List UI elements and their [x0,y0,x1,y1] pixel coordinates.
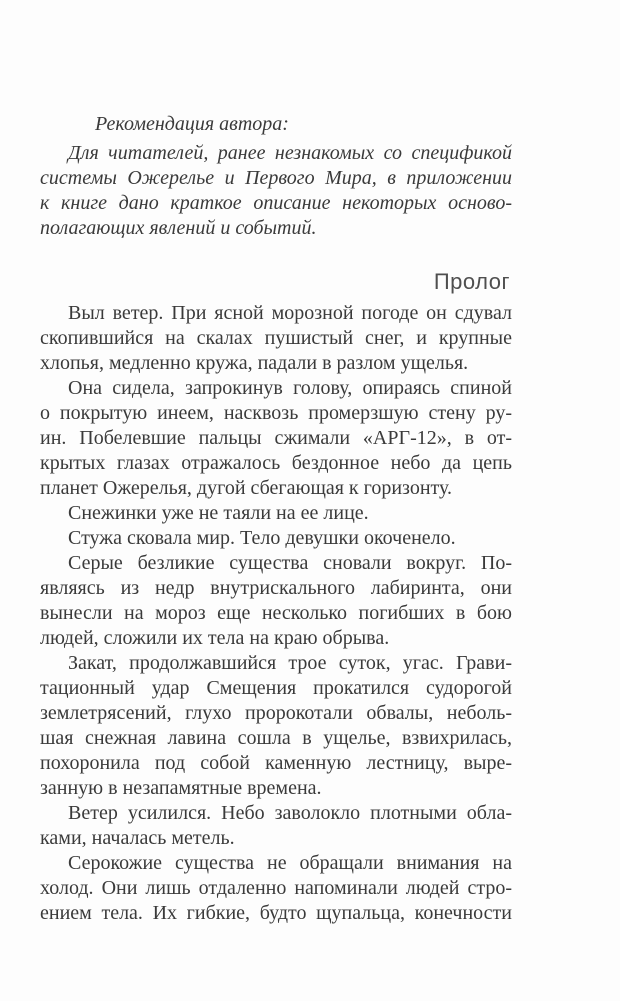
paragraph [40,526,512,551]
author-note-paragraph [40,141,512,241]
text-line: Она сидела, запрокинув голову, опираясь спиной [68,377,512,399]
paragraph [40,301,512,376]
text-line: крытых глазах отражалось бездонное небо да цепь [40,452,512,474]
text-line: людей, сложили их тела на краю обрыва. [40,627,390,649]
text-line: Для читателей, ранее незнакомых со спецификой [68,142,512,164]
text-line: являясь из недр внутрискального лабиринта, они [40,577,512,599]
text-line: Выл ветер. При ясной морозной погоде он сдувал [68,302,512,324]
paragraph [40,551,512,651]
text-line: ением тела. Их гибкие, будто щупальца, конечности [40,902,512,924]
chapter-heading: Пролог [433,269,510,294]
text-line: шая снежная лавина сошла в ущелье, взвихрилась, [40,727,512,749]
text-line: скопившийся на скалах пушистый снег, и крупные [40,327,512,349]
text-line: полагающих явлений и событий. [40,217,317,239]
text-line: холод. Они лишь отдаленно напоминали людей стро- [40,877,512,899]
paragraph [40,801,512,851]
text-line: Серокожие существа не обращали внимания на [68,852,512,874]
text-line: ин. Побелевшие пальцы сжимали «АРГ-12», в от- [40,427,512,449]
paragraph [40,501,512,526]
text-line: тационный удар Смещения прокатился судорогой [40,677,512,699]
text-line: Серые безликие существа сновали вокруг. По- [68,552,512,574]
text-line: о покрытую инеем, насквозь промерзшую стену ру- [40,402,512,424]
text-line: занную в незапамятные времена. [40,777,322,799]
text-line: к книге дано краткое описание некоторых осново- [40,192,512,214]
text-line: хлопья, медленно кружа, падали в разлом ущелья. [40,352,469,374]
body-text [40,301,512,926]
text-line: планет Ожерелья, дугой сбегающая к горизонту. [40,477,453,499]
text-line: землетрясений, глухо пророкотали обвалы, неболь- [40,702,512,724]
text-line: похоронила под собой каменную лестницу, выре- [40,752,512,774]
text-line: вынесли на мороз еще несколько погибших в бою [40,602,512,624]
paragraph [40,376,512,501]
paragraph [40,851,512,926]
text-line: Стужа сковала мир. Тело девушки окоченело. [68,527,456,549]
text-line: системы Ожерелье и Первого Мира, в приложении [40,167,512,189]
paragraph [40,651,512,801]
text-line: Снежинки уже не таяли на ее лице. [68,502,369,524]
text-line: ками, началась метель. [40,827,235,849]
text-line: Ветер усилился. Небо заволокло плотными обла- [68,802,512,824]
author-note-title: Рекомендация автора: [95,113,289,135]
text-line: Закат, продолжавшийся трое суток, угас. Грави- [68,652,512,674]
author-note [40,112,512,241]
text-block [40,112,512,926]
